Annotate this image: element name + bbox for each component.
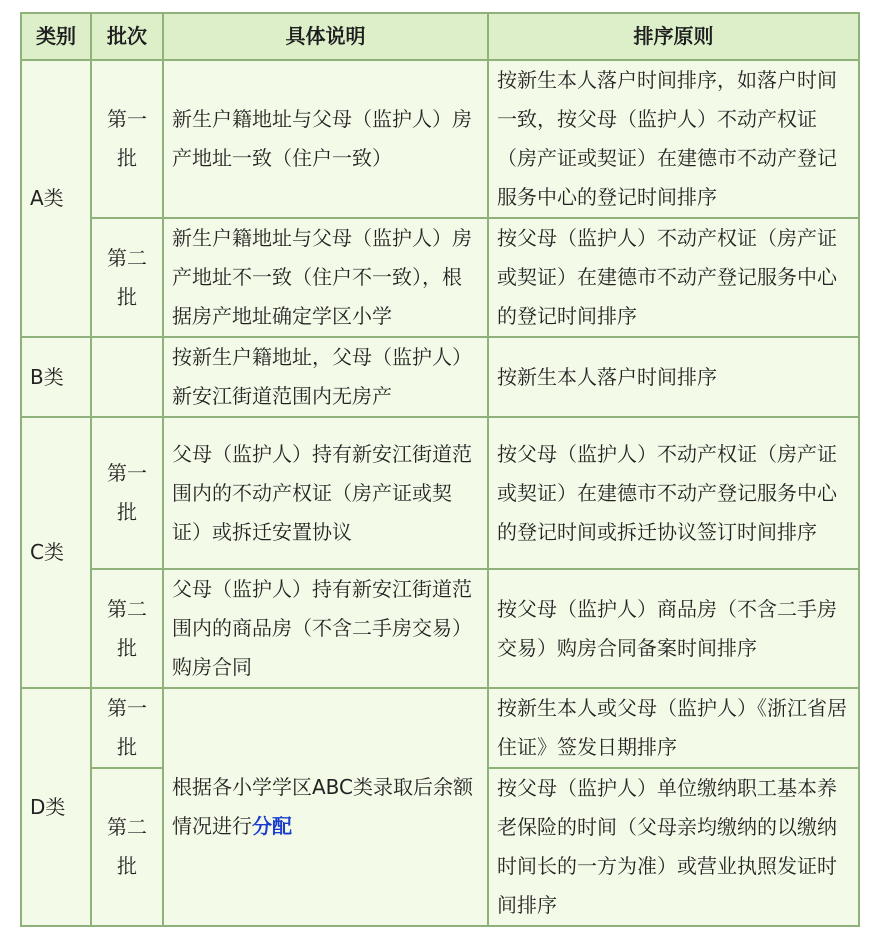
batch-a-1: 第一批: [91, 60, 163, 218]
principle-a-2: 按父母（监护人）不动产权证（房产证或契证）在建德市不动产登记服务中心的登记时间排序: [488, 218, 859, 337]
category-a: A类: [21, 60, 91, 337]
table-row: [21, 417, 859, 569]
table-header-row: [21, 13, 859, 60]
batch-c-2: 第二批: [91, 569, 163, 688]
batch-a-2: 第二批: [91, 218, 163, 337]
table-row: [21, 688, 859, 768]
table-row: [21, 337, 859, 417]
description-c-2: 父母（监护人）持有新安江街道范围内的商品房（不含二手房交易）购房合同: [163, 569, 488, 688]
description-b: 按新生户籍地址，父母（监护人）新安江街道范围内无房产: [163, 337, 488, 417]
description-c-1: 父母（监护人）持有新安江街道范围内的不动产权证（房产证或契证）或拆迁安置协议: [163, 417, 488, 569]
admission-rules-table: [20, 12, 860, 927]
category-b: B类: [21, 337, 91, 417]
principle-b: 按新生本人落户时间排序: [488, 337, 859, 417]
principle-a-1: 按新生本人落户时间排序，如落户时间一致，按父母（监护人）不动产权证（房产证或契证）在建德市不动产登记服务中心的登记时间排序: [488, 60, 859, 218]
allocation-link[interactable]: 分配: [252, 814, 292, 838]
header-description: 具体说明: [163, 13, 488, 60]
principle-d-2: 按父母（监护人）单位缴纳职工基本养老保险的时间（父母亲均缴纳的以缴纳时间长的一方为准）或营业执照发证时间排序: [488, 768, 859, 926]
batch-d-2: 第二批: [91, 768, 163, 926]
description-d: [163, 688, 488, 926]
table-row: [21, 569, 859, 688]
batch-c-1: 第一批: [91, 417, 163, 569]
header-principle: 排序原则: [488, 13, 859, 60]
description-d-text: 根据各小学学区ABC类录取后余额情况进行: [172, 775, 474, 838]
description-a-1: 新生户籍地址与父母（监护人）房产地址一致（住户一致）: [163, 60, 488, 218]
batch-d-1: 第一批: [91, 688, 163, 768]
admission-rules-table-wrapper: [20, 12, 858, 917]
category-c: C类: [21, 417, 91, 688]
principle-c-1: 按父母（监护人）不动产权证（房产证或契证）在建德市不动产登记服务中心的登记时间或拆迁协议签订时间排序: [488, 417, 859, 569]
header-category: 类别: [21, 13, 91, 60]
table-row: [21, 218, 859, 337]
batch-b: [91, 337, 163, 417]
principle-d-1: 按新生本人或父母（监护人）《浙江省居住证》签发日期排序: [488, 688, 859, 768]
table-row: [21, 60, 859, 218]
principle-c-2: 按父母（监护人）商品房（不含二手房交易）购房合同备案时间排序: [488, 569, 859, 688]
description-a-2: 新生户籍地址与父母（监护人）房产地址不一致（住户不一致），根据房产地址确定学区小学: [163, 218, 488, 337]
category-d: D类: [21, 688, 91, 926]
header-batch: 批次: [91, 13, 163, 60]
